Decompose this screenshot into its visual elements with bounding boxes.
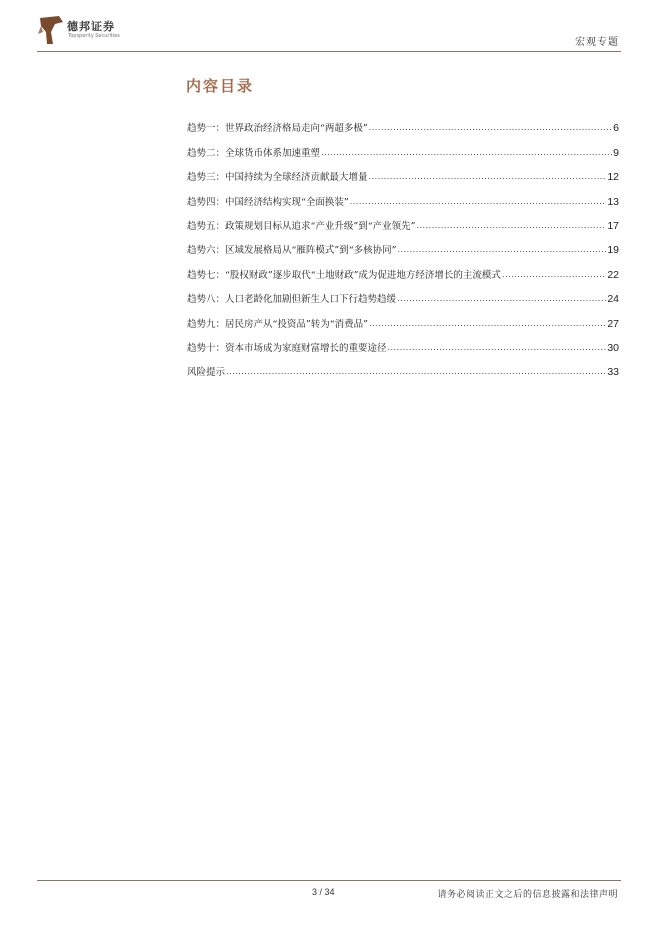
company-logo: [37, 14, 147, 48]
toc-item[interactable]: [187, 183, 619, 207]
toc-item-page: 33: [607, 366, 619, 379]
toc-item-page: 22: [607, 268, 619, 281]
toc-item-page: 13: [607, 195, 619, 208]
toc-item[interactable]: [187, 208, 619, 232]
toc-item-label: 趋势四：中国经济结构实现“全面换装”: [187, 196, 349, 208]
toc-item-page: 12: [607, 171, 619, 184]
header-divider: [37, 51, 621, 52]
toc-item[interactable]: [187, 354, 619, 378]
footer-divider: [37, 880, 621, 881]
toc-item[interactable]: [187, 134, 619, 158]
toc-item-label: 趋势五：政策规划目标从追求“产业升级”到“产业领先”: [187, 220, 416, 232]
toc-leader-dots: [369, 172, 607, 181]
toc-item[interactable]: [187, 159, 619, 183]
toc-item[interactable]: [187, 305, 619, 329]
toc-leader-dots: [350, 197, 607, 206]
footer-disclaimer: 请务必阅读正文之后的信息披露和法律声明: [437, 890, 618, 900]
toc-item-page: 27: [607, 317, 619, 330]
toc-item-label: 趋势九：居民房产从“投资品”转为“消费品”: [187, 318, 368, 330]
toc-item-label: 趋势一：世界政治经济格局走向“两超多极”: [187, 123, 368, 135]
toc-leader-dots: [502, 270, 606, 279]
logo-text-cn: 德邦证券: [67, 20, 115, 33]
toc-leader-dots: [397, 294, 606, 303]
toc-leader-dots: [226, 367, 606, 376]
toc-item-label: 趋势二：全球货币体系加速重塑: [187, 147, 321, 159]
toc-item[interactable]: [187, 281, 619, 305]
report-section-label: 宏观专题: [575, 37, 619, 48]
toc-item-page: 17: [607, 219, 619, 232]
toc-leader-dots: [388, 343, 607, 352]
toc-item-label: 趋势七：“股权财政”逐步取代“土地财政”成为促进地方经济增长的主流模式: [187, 269, 501, 281]
toc-item-page: 30: [607, 341, 619, 354]
page-number: 3 / 34: [312, 887, 335, 897]
toc-leader-dots: [369, 123, 612, 132]
toc-item-page: 6: [613, 122, 619, 135]
toc-leader-dots: [321, 148, 612, 157]
toc-item-label: 趋势三：中国持续为全球经济贡献最大增量: [187, 172, 368, 184]
toc-item-label: 趋势六：区域发展格局从“雁阵模式”到“多核协同”: [187, 245, 397, 257]
logo-text-en: Topsperity Securities: [68, 33, 120, 39]
toc-item[interactable]: [187, 232, 619, 256]
toc-title: 内容目录: [186, 77, 255, 95]
toc-item-page: 9: [613, 146, 619, 159]
toc-item[interactable]: [187, 330, 619, 354]
toc-item-label: 趋势八：人口老龄化加剧但新生人口下行趋势趋缓: [187, 294, 397, 306]
toc-item-label: 风险提示: [187, 367, 226, 379]
toc-leader-dots: [397, 245, 606, 254]
toc-leader-dots: [416, 221, 606, 230]
toc-item-label: 趋势十：资本市场成为家庭财富增长的重要途径: [187, 342, 387, 354]
toc-item[interactable]: [187, 110, 619, 134]
toc-item[interactable]: [187, 256, 619, 280]
toc-item-page: 19: [607, 244, 619, 257]
logo-emblem-icon: [37, 14, 65, 46]
toc-item-page: 24: [607, 293, 619, 306]
table-of-contents: [187, 110, 619, 378]
toc-leader-dots: [369, 319, 606, 328]
